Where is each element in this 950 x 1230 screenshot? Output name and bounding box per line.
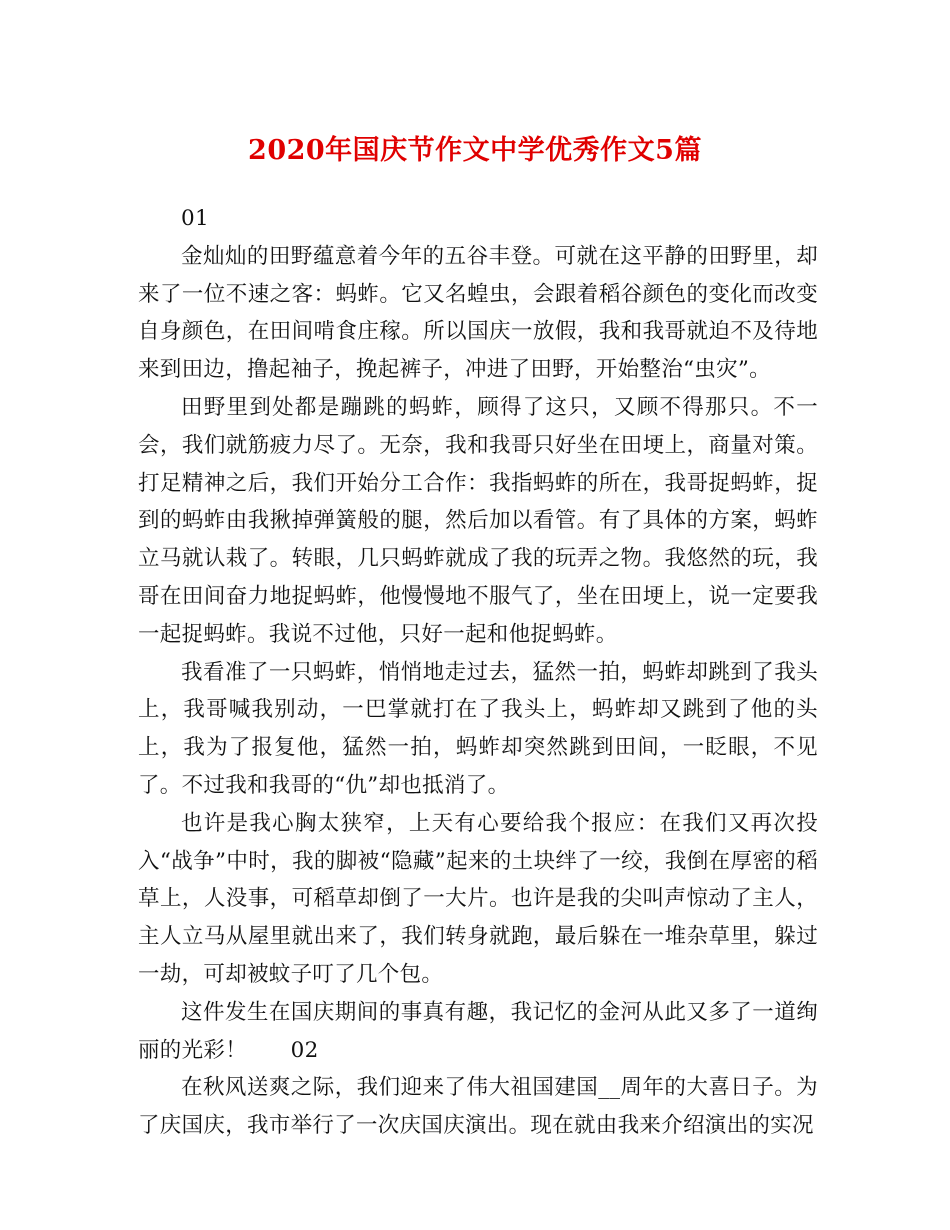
paragraph: 在秋风送爽之际，我们迎来了伟大祖国建国__周年的大喜日子。为了庆国庆，我市举行了一次庆国庆演出。现在就由我来介绍演出的实况 xyxy=(138,1075,818,1139)
paragraph: 也许是我心胸太狭窄，上天有心要给我个报应：在我们又再次投入“战争”中时，我的脚被“隐藏”起来的土块绊了一绞，我倒在厚密的稻草上，人没事，可稻草却倒了一大片。也许是我的尖叫声惊动了主人，主人立马从屋里就出来了，我们转身就跑，最后躲在一堆杂草里，躲过一劫，可却被蚊子叮了几个包。 xyxy=(138,810,818,987)
paragraph: 田野里到处都是蹦跳的蚂蚱，顾得了这只，又顾不得那只。不一会，我们就筋疲力尽了。无奈，我和我哥只好坐在田埂上，商量对策。打足精神之后，我们开始分工合作：我指蚂蚱的所在，我哥捉蚂蚱，捉到的蚂蚱由我揪掉弹簧般的腿，然后加以看管。有了具体的方案，蚂蚱立马就认栽了。转眼，几只蚂蚱就成了我的玩弄之物。我悠然的玩，我哥在田间奋力地捉蚂蚱，他慢慢地不服气了，坐在田埂上，说一定要我一起捉蚂蚱。我说不过他，只好一起和他捉蚂蚱。 xyxy=(138,394,818,647)
document-title: 2020年国庆节作文中学优秀作文5篇 xyxy=(248,135,702,166)
paragraph: 金灿灿的田野蕴意着今年的五谷丰登。可就在这平静的田野里，却来了一位不速之客：蚂蚱。它又名蝗虫，会跟着稻谷颜色的变化而改变自身颜色，在田间啃食庄稼。所以国庆一放假，我和我哥就迫不及待地来到田边，撸起袖子，挽起裤子，冲进了田野，开始整治“虫灾”。 xyxy=(138,243,818,383)
paragraph: 我看准了一只蚂蚱，悄悄地走过去，猛然一拍，蚂蚱却跳到了我头上，我哥喊我别动，一巴掌就打在了我头上，蚂蚱却又跳到了他的头上，我为了报复他，猛然一拍，蚂蚱却突然跳到田间，一眨眼，不见了。不过我和我哥的“仇”却也抵消了。 xyxy=(138,659,818,798)
document-body xyxy=(138,200,818,1145)
section-number: 01 xyxy=(181,206,209,231)
paragraph: 这件发生在国庆期间的事真有趣，我记忆的金河从此又多了一道绚丽的光彩！ 02 xyxy=(138,999,818,1063)
